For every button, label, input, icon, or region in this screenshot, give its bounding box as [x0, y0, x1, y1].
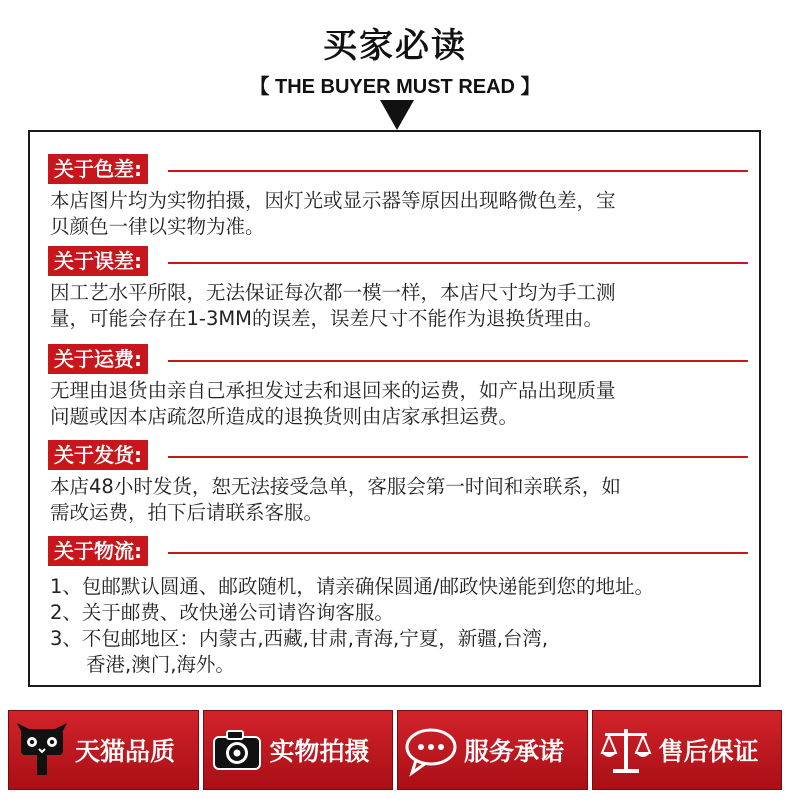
- section-label: 关于发货:: [48, 440, 148, 470]
- section-body: [48, 574, 748, 678]
- section-color-difference: [48, 154, 748, 240]
- badge-tmall-quality: [8, 710, 199, 790]
- section-body: [48, 280, 748, 332]
- badge-label: 实物拍摄: [269, 737, 370, 766]
- list-item: 2、关于邮费、改快递公司请咨询客服。: [50, 601, 394, 624]
- section-header: [48, 154, 748, 184]
- section-header: [48, 440, 748, 470]
- page-title: 买家必读: [323, 26, 467, 66]
- tmall-cat-icon: [15, 723, 69, 777]
- body-line: 本店48小时发货，恕无法接受急单，客服会第一时间和亲联系，如: [50, 475, 621, 498]
- section-divider: [168, 456, 748, 458]
- section-measurement-error: [48, 246, 748, 332]
- section-divider: [168, 170, 748, 172]
- list-item: 3、不包邮地区：内蒙古,西藏,甘肃,青海,宁夏，新疆,台湾,: [50, 627, 549, 650]
- body-line: 无理由退货由亲自己承担发过去和退回来的运费，如产品出现质量: [50, 379, 616, 402]
- badge-label: 天猫品质: [75, 737, 176, 766]
- section-body: [48, 474, 748, 526]
- section-delivery: [48, 440, 748, 526]
- down-pointer-icon: [380, 100, 414, 130]
- camera-icon: [210, 723, 264, 777]
- body-line: 量，可能会存在1-3MM的误差，误差尺寸不能作为退换货理由。: [50, 307, 603, 330]
- guarantee-bar: [8, 710, 782, 790]
- scales-icon: [599, 723, 653, 777]
- list-item-continuation: 香港,澳门,海外。: [86, 653, 235, 676]
- section-shipping-fee: [48, 344, 748, 430]
- notice-panel: [28, 130, 761, 687]
- badge-label: 售后保证: [658, 737, 759, 766]
- badge-real-photos: [203, 710, 394, 790]
- badge-service-promise: [397, 710, 588, 790]
- section-label: 关于物流:: [48, 536, 148, 566]
- section-divider: [168, 262, 748, 264]
- section-header: [48, 246, 748, 276]
- list-item: 1、包邮默认圆通、邮政随机，请亲确保圆通/邮政快递能到您的地址。: [50, 575, 654, 598]
- section-header: [48, 536, 748, 566]
- section-label: 关于色差:: [48, 154, 148, 184]
- section-body: [48, 188, 748, 240]
- section-header: [48, 344, 748, 374]
- section-divider: [168, 360, 748, 362]
- body-line: 需改运费，拍下后请联系客服。: [50, 501, 324, 524]
- chat-bubble-icon: [404, 723, 458, 777]
- body-line: 本店图片均为实物拍摄，因灯光或显示器等原因出现略微色差，宝: [50, 189, 616, 212]
- body-line: 问题或因本店疏忽所造成的退换货则由店家承担运费。: [50, 405, 519, 428]
- page-subtitle: 【 THE BUYER MUST READ 】: [249, 76, 541, 98]
- body-line: 贝颜色一律以实物为准。: [50, 215, 265, 238]
- section-divider: [168, 552, 748, 554]
- body-line: 因工艺水平所限，无法保证每次都一模一样，本店尺寸均为手工测: [50, 281, 616, 304]
- section-label: 关于运费:: [48, 344, 148, 374]
- section-logistics: [48, 536, 748, 678]
- section-body: [48, 378, 748, 430]
- badge-label: 服务承诺: [464, 737, 565, 766]
- section-label: 关于误差:: [48, 246, 148, 276]
- badge-after-sales: [592, 710, 783, 790]
